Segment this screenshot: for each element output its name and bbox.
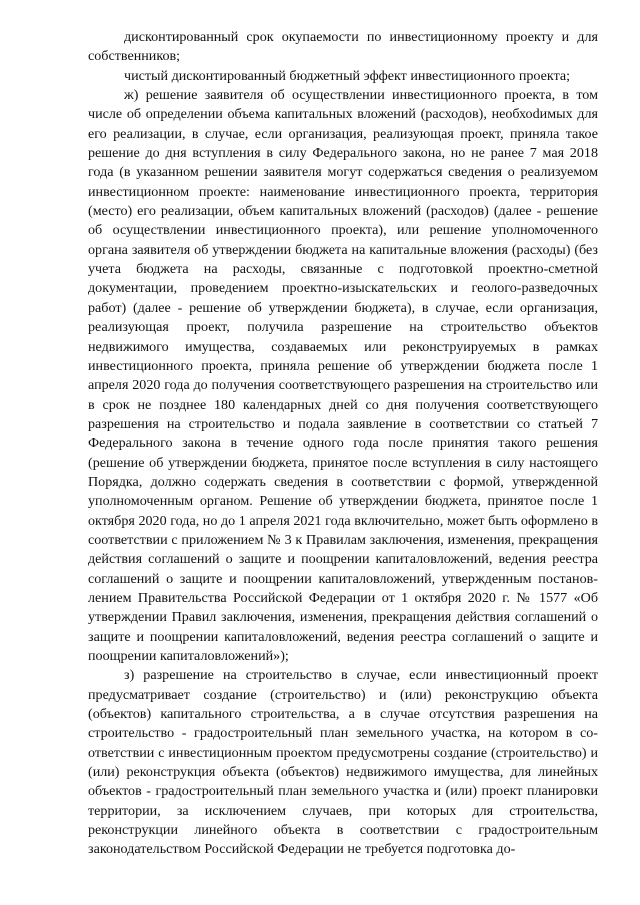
paragraph-discounted-payback: дисконтированный срок окупаемости по инвестиционному проекту и для собственников; xyxy=(88,29,598,65)
paragraph-item-z-permit: з) разрешение на строительство в случае, если инвестиционный проект предусматривает создание (строительство) и (или) реконструкцию объекта (объектов) капитального строительства, а в случае отсутствия разрешения на строительство - градостроительный план земельного участка, на котором в соответствии с инвестиционным проектом предусмотрены создание (строительство) и (или) реконструкция объекта (объектов) недвижимого имущества, для линейных объектов - градостроительный план земельного участка и (или) проект планировки территории, за исключением случаев, при которых для строительства, реконструкции линейного объекта в соответствии с градостроительным законодательством Российской Федерации не требуется подготовка до- xyxy=(88,667,598,858)
paragraph-item-zh-decision: ж) решение заявителя об осуществлении инвестиционного проекта, в том числе об определении объема капитальных вложений (расходов), необхоdимых для его реализации, в случае, если организация, реализующая проект, приняла такое решение до дня вступления в силу Федерального закона, но не ранее 7 мая 2018 года (в указанном решении заявителя могут содержаться сведения о реализуемом инвестиционном проекте: наименование инвестиционного проекта, территория (место) его реализации, объем капитальных вложений (расходов) (далее - решение об осуществлении инвестиционного проекта), или решение уполномоченного органа заявителя об утверждении бюджета на капитальные вложения (расходы) (без учета бюджета на расходы, связанные с подготовкой проектно-сметной документации, проведением проектно-изыскательских и геолого-разведочных работ) (далее - решение об утверждении бюджета), в случае, если организация, реализующая проект, получила разрешение на строительство объектов недвижимого имущества, создаваемых или реконструируемых в рамках инвестиционного проекта, приняла решение об утверждении бюджета после 1 апреля 2020 года до получения соответствующего разрешения на строительство или в срок не позднее 180 календарных дней со дня получения соответствующего разрешения на строительство и подала заявление в соответствии со статьей 7 Федерального закона в течение одного года после принятия такого решения (решение об утверждении бюджета, принятое после вступления в силу настоящего Порядка, должно содержать сведения в соответствии с формой, утвержденной уполномоченным органом. Решение об утверждении бюджета, принятое после 1 октября 2020 года, но до 1 апреля 2021 года включительно, может быть оформлено в соответствии с приложением № 3 к Правилам заключения, изменения, прекращения действия соглашений о защите и поощрении капиталовложений, ведения реестра соглашений о защите и поощрении капиталовложений, утвержденным постановлением Правительства Российской Федерации от 1 октября 2020 г. № 1577 «Об утверждении Правил заключения, изменения, прекращения действия соглашений о защите и поощрении капиталовложений, ведения реестра соглашений о защите и поощрении капиталовложений»); xyxy=(88,87,598,664)
paragraph-budget-effect: чистый дисконтированный бюджетный эффект инвестиционного проекта; xyxy=(124,67,571,84)
document-page xyxy=(88,28,598,860)
